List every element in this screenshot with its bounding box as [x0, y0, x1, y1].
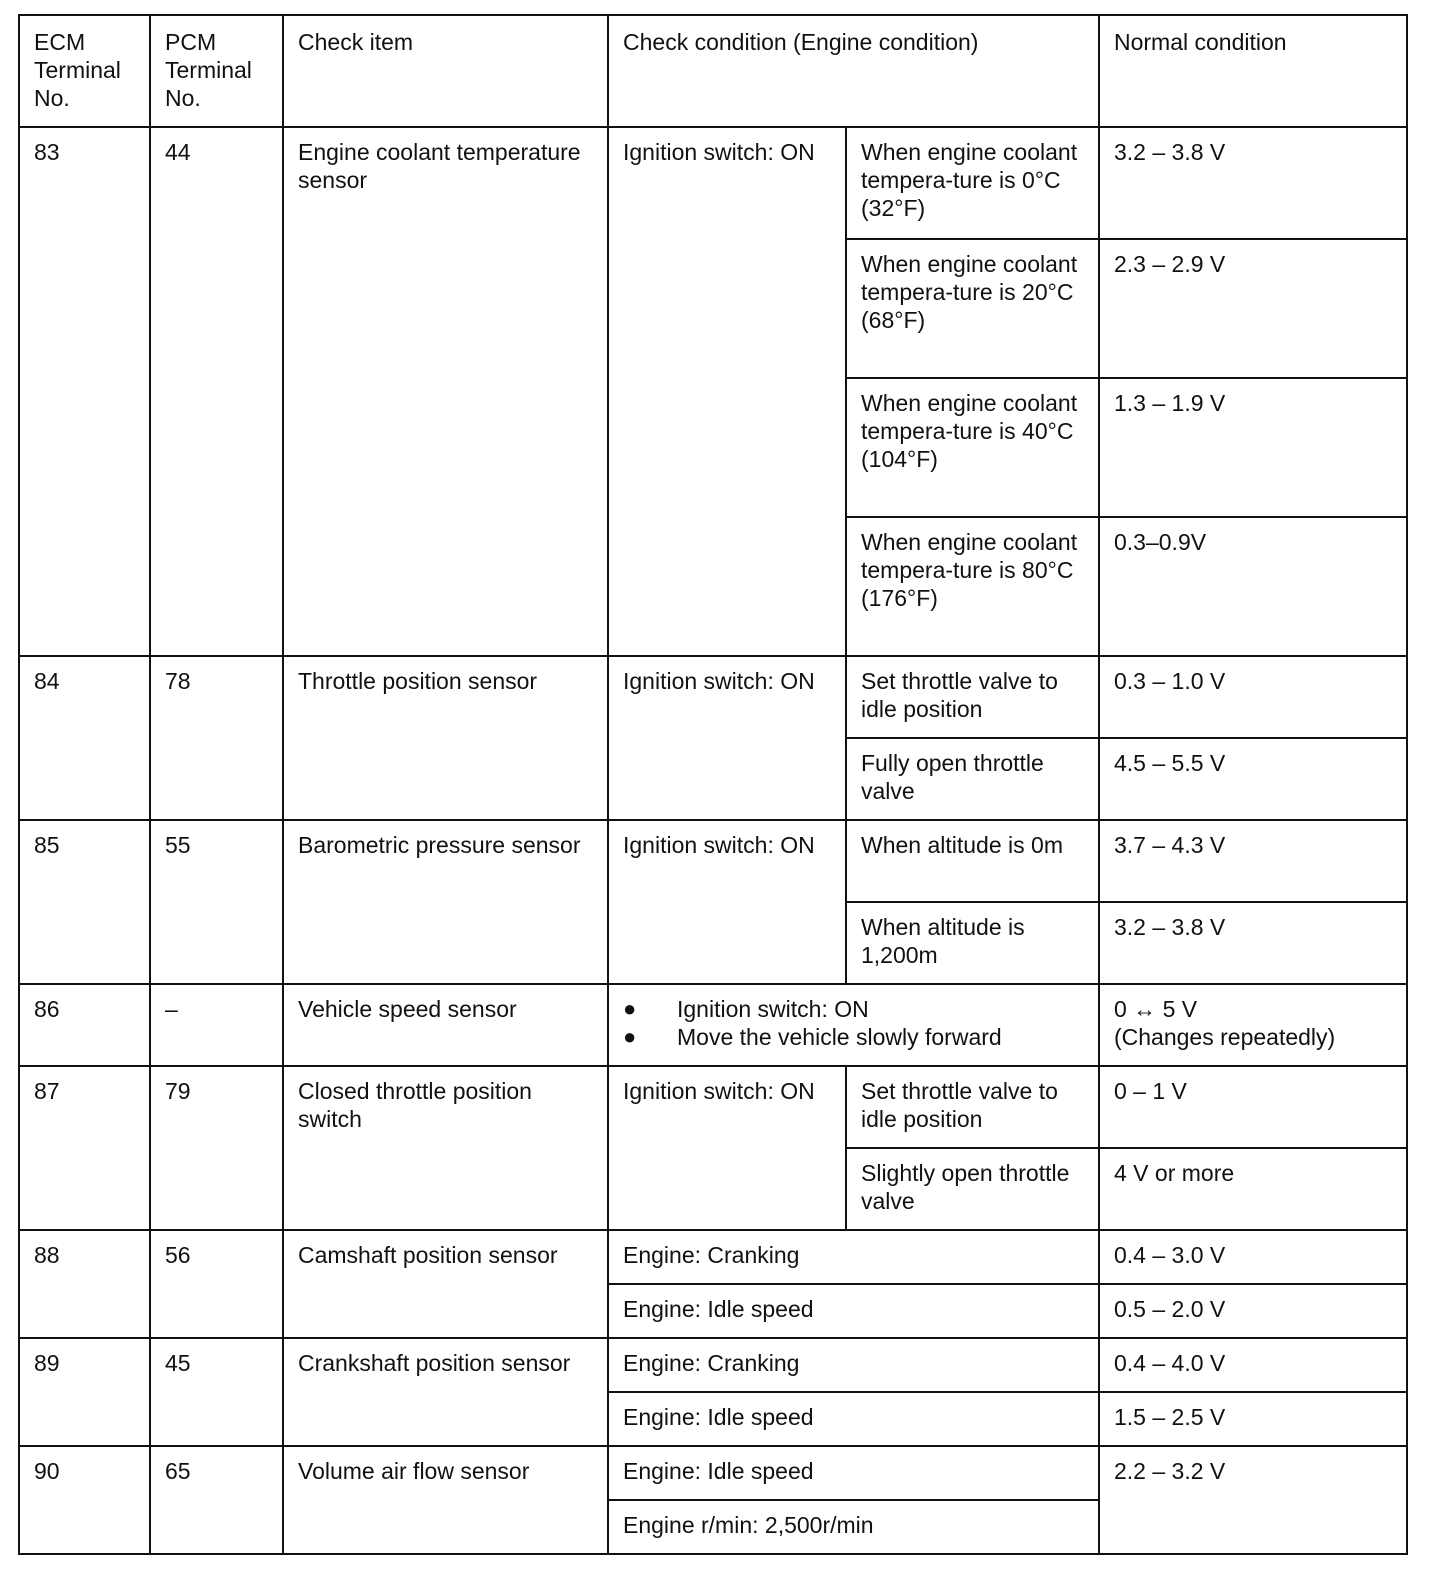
condition-detail: Set throttle valve to idle position [846, 656, 1099, 738]
condition-detail: When engine coolant tempera-ture is 40°C (104°F) [846, 378, 1099, 517]
table-row [19, 1338, 1407, 1392]
check-condition: Engine: Idle speed [608, 1392, 1099, 1446]
normal-value: 0.4 – 3.0 V [1099, 1230, 1407, 1284]
check-condition: Ignition switch: ON [608, 656, 846, 820]
pcm-terminal: 79 [150, 1066, 283, 1230]
normal-value: 2.2 – 3.2 V [1099, 1446, 1407, 1554]
check-item: Barometric pressure sensor [283, 820, 608, 984]
normal-value: 0.5 – 2.0 V [1099, 1284, 1407, 1338]
normal-value: 2.3 – 2.9 V [1099, 239, 1407, 378]
normal-value: 0.4 – 4.0 V [1099, 1338, 1407, 1392]
condition-detail: When engine coolant tempera-ture is 20°C (68°F) [846, 239, 1099, 378]
header-check-item: Check item [283, 15, 608, 127]
normal-value-note: (Changes repeatedly) [1114, 1024, 1336, 1050]
check-item: Vehicle speed sensor [283, 984, 608, 1066]
normal-value: 0.3–0.9V [1099, 517, 1407, 656]
pcm-terminal: 44 [150, 127, 283, 656]
terminal-check-table [18, 14, 1408, 1555]
header-check-condition: Check condition (Engine condition) [608, 15, 1099, 127]
check-condition: Engine: Idle speed [608, 1284, 1099, 1338]
normal-value [1099, 984, 1407, 1066]
ecm-terminal: 87 [19, 1066, 150, 1230]
header-row [19, 15, 1407, 127]
ecm-terminal: 88 [19, 1230, 150, 1338]
ecm-terminal: 85 [19, 820, 150, 984]
check-condition: Ignition switch: ON [608, 127, 846, 656]
condition-detail: When engine coolant tempera-ture is 0°C (32°F) [846, 127, 1099, 239]
ecm-terminal: 90 [19, 1446, 150, 1554]
check-condition: Engine: Idle speed [608, 1446, 1099, 1500]
condition-detail: When altitude is 1,200m [846, 902, 1099, 984]
bullet-icon: ● [623, 1024, 637, 1049]
normal-value-line: 0 ↔ 5 V [1114, 996, 1198, 1022]
check-condition: Ignition switch: ON [608, 1066, 846, 1230]
normal-value: 0 – 1 V [1099, 1066, 1407, 1148]
table-row [19, 1066, 1407, 1148]
check-condition: Ignition switch: ON [608, 820, 846, 984]
check-item: Throttle position sensor [283, 656, 608, 820]
condition-detail: When engine coolant tempera-ture is 80°C (176°F) [846, 517, 1099, 656]
table-row [19, 127, 1407, 239]
spec-sheet [18, 14, 1406, 1555]
check-item: Crankshaft position sensor [283, 1338, 608, 1446]
normal-value: 1.3 – 1.9 V [1099, 378, 1407, 517]
bullet-item [623, 1023, 1084, 1051]
check-condition: Engine r/min: 2,500r/min [608, 1500, 1099, 1554]
table-row [19, 984, 1407, 1066]
check-condition-bullets [608, 984, 1099, 1066]
check-condition: Engine: Cranking [608, 1338, 1099, 1392]
ecm-terminal: 84 [19, 656, 150, 820]
normal-value: 3.2 – 3.8 V [1099, 127, 1407, 239]
normal-value: 3.7 – 4.3 V [1099, 820, 1407, 902]
pcm-terminal: – [150, 984, 283, 1066]
check-item: Volume air flow sensor [283, 1446, 608, 1554]
check-item: Closed throttle position switch [283, 1066, 608, 1230]
bullet-text: Move the vehicle slowly forward [677, 1024, 1002, 1050]
pcm-terminal: 45 [150, 1338, 283, 1446]
pcm-terminal: 55 [150, 820, 283, 984]
bullet-icon: ● [623, 996, 637, 1021]
normal-value: 1.5 – 2.5 V [1099, 1392, 1407, 1446]
normal-value: 0.3 – 1.0 V [1099, 656, 1407, 738]
condition-detail: Slightly open throttle valve [846, 1148, 1099, 1230]
check-condition: Engine: Cranking [608, 1230, 1099, 1284]
header-ecm: ECM Terminal No. [19, 15, 150, 127]
normal-value: 4.5 – 5.5 V [1099, 738, 1407, 820]
normal-value: 4 V or more [1099, 1148, 1407, 1230]
table-row [19, 1230, 1407, 1284]
check-item: Engine coolant temperature sensor [283, 127, 608, 656]
header-pcm: PCM Terminal No. [150, 15, 283, 127]
check-item: Camshaft position sensor [283, 1230, 608, 1338]
table-row [19, 656, 1407, 738]
table-row [19, 820, 1407, 902]
pcm-terminal: 78 [150, 656, 283, 820]
bullet-text: Ignition switch: ON [677, 996, 869, 1022]
condition-detail: When altitude is 0m [846, 820, 1099, 902]
bullet-item [623, 995, 1084, 1023]
pcm-terminal: 65 [150, 1446, 283, 1554]
condition-detail: Set throttle valve to idle position [846, 1066, 1099, 1148]
ecm-terminal: 89 [19, 1338, 150, 1446]
ecm-terminal: 83 [19, 127, 150, 656]
condition-detail: Fully open throttle valve [846, 738, 1099, 820]
header-normal-condition: Normal condition [1099, 15, 1407, 127]
pcm-terminal: 56 [150, 1230, 283, 1338]
ecm-terminal: 86 [19, 984, 150, 1066]
normal-value: 3.2 – 3.8 V [1099, 902, 1407, 984]
table-row [19, 1446, 1407, 1500]
